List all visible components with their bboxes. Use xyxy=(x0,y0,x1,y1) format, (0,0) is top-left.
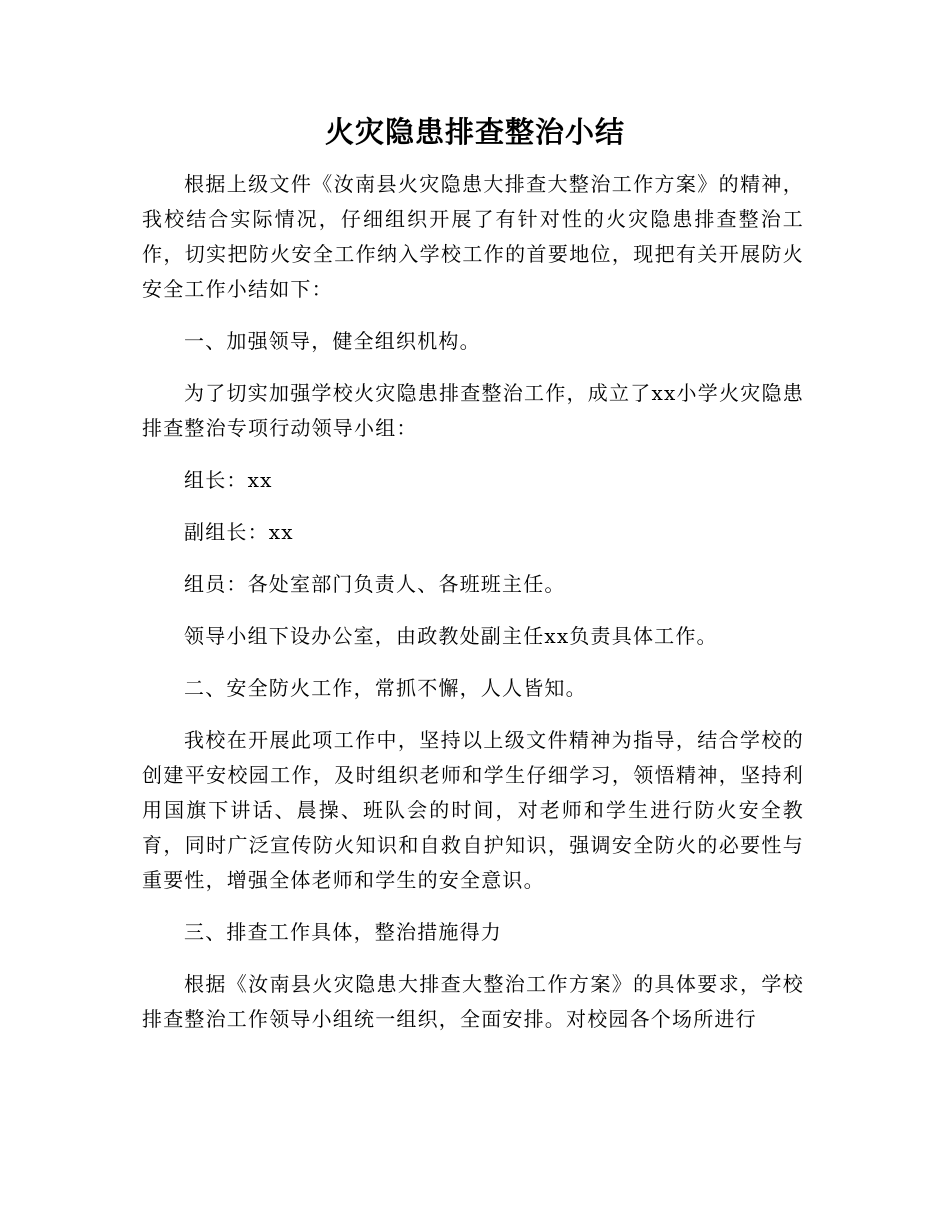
heading-section-2: 二、安全防火工作，常抓不懈，人人皆知。 xyxy=(184,676,587,700)
paragraph-education: 我校在开展此项工作中，坚持以上级文件精神为指导，结合学校的创建平安校园工作，及时组织老师和学生仔细学习，领悟精神，坚持利用国旗下讲话、晨操、班队会的时间，对老师和学生进行防火安全教育，同时广泛宣传防火知识和自救自护知识，强调安全防火的必要性与重要性，增强全体老师和学生的安全意识。 xyxy=(142,728,804,892)
document-title: 火灾隐患排查整治小结 xyxy=(324,115,625,149)
heading-section-1: 一、加强领导，健全组织机构。 xyxy=(184,329,481,353)
paragraph-inspection: 根据《汝南县火灾隐患大排查大整治工作方案》的具体要求，学校排查整治工作领导小组统一组织，全面安排。对校园各个场所进行 xyxy=(142,972,804,1031)
paragraph-leader: 组长：xx xyxy=(184,468,273,492)
paragraph-intro: 根据上级文件《汝南县火灾隐患大排查大整治工作方案》的精神，我校结合实际情况，仔细组织开展了有针对性的火灾隐患排查整治工作，切实把防火安全工作纳入学校工作的首要地位，现把有关开展防火安全工作小结如下： xyxy=(142,172,804,301)
paragraph-office: 领导小组下设办公室，由政教处副主任xx负责具体工作。 xyxy=(184,624,718,648)
paragraph-leadership-group: 为了切实加强学校火灾隐患排查整治工作，成立了xx小学火灾隐患排查整治专项行动领导小组： xyxy=(142,381,804,440)
heading-section-3: 三、排查工作具体，整治措施得力 xyxy=(184,920,502,944)
document-body xyxy=(142,167,804,1054)
paragraph-deputy-leader: 副组长：xx xyxy=(184,520,294,544)
paragraph-members: 组员：各处室部门负责人、各班班主任。 xyxy=(184,572,566,596)
